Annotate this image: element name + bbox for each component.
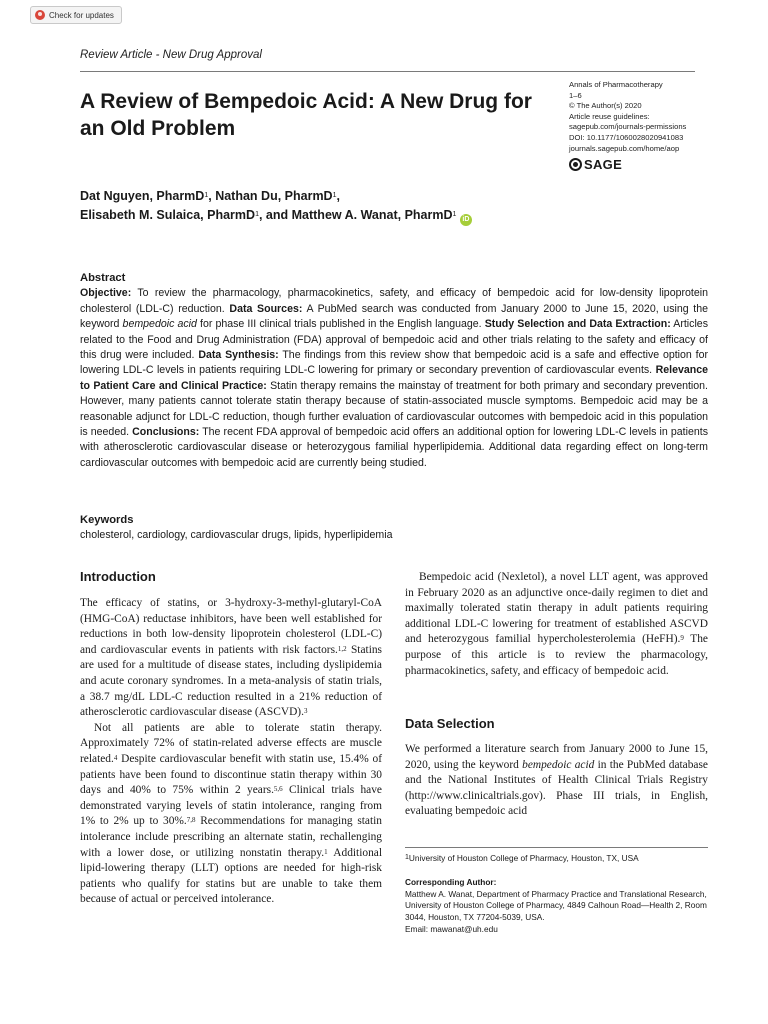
journal-name: Annals of Pharmacotherapy xyxy=(569,80,663,89)
paragraph-text: Statins are used for a multitude of disease states, including dyslipidemia and acute coronary syndromes. In a meta-analysis of statin trials, a 38.7 mg/dL LDL-C reduction resulted in a 21% reduction of atherosclerotic cardiovascular disease (ASCVD). xyxy=(80,643,382,719)
affiliation-text: University of Houston College of Pharmacy, Houston, TX, USA xyxy=(408,853,639,863)
relevance-label: Relevance to Patient Care and Clinical Practice: xyxy=(80,364,709,392)
selection-label: Study Selection and Data Extraction: xyxy=(484,318,671,331)
sources-keyword: bempedoic acid xyxy=(122,318,197,331)
citation: 3 xyxy=(303,707,308,716)
affiliation-footnote xyxy=(405,853,715,865)
citation: 9 xyxy=(680,634,684,643)
author-name: Dat Nguyen, PharmD xyxy=(80,189,205,203)
intro-paragraph-1 xyxy=(80,596,382,721)
relevance-text: Statin therapy remains the mainstay of treatment for both primary and secondary prevention. However, many patients cannot tolerate statin therapy because of statin-associated muscle symptoms. Bempedoic acid may be a reasonable adjunct for LDL-C reduction, though further evaluation of cardiovascular outcomes with bempedoic acid in this population is needed. xyxy=(80,379,708,439)
paragraph-text: in the PubMed database and the National Institutes of Health Clinical Trials Registry (http://www.clinicaltrials.gov). Phase III trials, in English, evaluating bempedoic acid xyxy=(405,758,708,818)
reuse-link[interactable]: sagepub.com/journals-permissions xyxy=(569,122,687,132)
affiliation-marker: 1 xyxy=(332,192,337,199)
corresponding-author-label: Corresponding Author: xyxy=(405,876,497,887)
reuse-label: Article reuse guidelines: xyxy=(569,111,650,121)
paragraph-text: The efficacy of statins, or 3-hydroxy-3-methyl-glutaryl-CoA (HMG-CoA) reductase inhibitors, have been well established for reductions in both low-density lipoprotein cholesterol (LDL-C) and cardiovascular events in patients with risk factors. xyxy=(80,597,382,656)
abstract xyxy=(80,271,708,471)
affiliation-marker: 1 xyxy=(452,211,457,218)
paragraph-text: We performed a literature search from January 2000 to June 15, 2020, using the keyword xyxy=(405,743,708,771)
footnote-divider xyxy=(405,847,708,848)
author-name: and Matthew A. Wanat, PharmD xyxy=(265,208,453,222)
update-icon xyxy=(35,10,45,20)
objective-text: To review the pharmacology, pharmacokinetics, safety, and efficacy of bempedoic acid for low-density lipoprotein cholesterol (LDL-C) reduction. xyxy=(80,287,708,315)
paragraph-text: Despite cardiovascular benefit with statin use, 15.4% of patients have been found to discontinue statin therapy within 30 days and 40% to 75% within 2 years. xyxy=(80,752,382,797)
keywords xyxy=(80,513,708,543)
paragraph-text: Additional lipid-lowering therapy (LLT) options are needed for high-risk patients who qualify for statins but are unable to take them because of actual or perceived intolerance. xyxy=(80,846,382,906)
article-type-label: Review Article - New Drug Approval xyxy=(80,49,262,61)
sources-text-cont: for phase III clinical trials published in the English language. xyxy=(200,318,482,331)
sources-text: A PubMed search was conducted from January 2000 to June 15, 2020, using the keyword xyxy=(80,302,709,331)
corresponding-author-text: Matthew A. Wanat, Department of Pharmacy Practice and Translational Research, University of Houston College of Pharmacy, 4849 Calhoun Road—Health 2, Room 3044, Houston, TX 77204-5039, USA. xyxy=(405,888,707,923)
introduction-right-column xyxy=(405,570,708,679)
paragraph-text: Recommendations for managing statin intolerance include prescribing an alternate statin, rechallenging with a lower dose, or utilizing nonstatin therapy. xyxy=(80,815,382,859)
corresponding-email[interactable]: Email: mawanat@uh.edu xyxy=(405,923,498,934)
journal-homepage-link[interactable]: journals.sagepub.com/home/aop xyxy=(569,143,680,153)
orcid-icon[interactable]: iD xyxy=(460,214,472,226)
keywords-list: cholesterol, cardiology, cardiovascular drugs, lipids, hyperlipidemia xyxy=(80,529,393,541)
check-for-updates-badge[interactable] xyxy=(30,6,122,24)
synthesis-label: Data Synthesis: xyxy=(198,349,279,362)
citation: 1 xyxy=(324,847,328,856)
citation: 5,6 xyxy=(273,785,283,794)
data-selection-body xyxy=(405,742,708,820)
data-selection-paragraph xyxy=(405,742,708,820)
paragraph-text: Bempedoic acid (Nexletol), a novel LLT agent, was approved in February 2020 as an adjunctive once-daily regimen to diet and maximally tolerated statin therapy in adult patients requiring additional LDL-C lowering for treatment of established ASCVD and heterozygous familial hypercholesterolemia (HeFH). xyxy=(405,571,708,646)
selection-text: Articles related to the Food and Drug Administration (FDA) approval of bempedoic acid and other trials relating to the safety and efficacy of this drug were included. xyxy=(80,318,708,362)
paragraph-text: Clinical trials have demonstrated varying levels of statin intolerance, ranging from 1% to 2% up to 30%. xyxy=(80,784,382,828)
copyright: © The Author(s) 2020 xyxy=(569,101,642,111)
objective-label: Objective: xyxy=(80,287,132,300)
data-selection-heading: Data Selection xyxy=(405,716,495,731)
page-range: 1–6 xyxy=(569,90,582,100)
keyword-italic: bempedoic acid xyxy=(522,758,595,771)
author-name: Elisabeth M. Sulaica, PharmD xyxy=(80,208,256,222)
intro-paragraph-3 xyxy=(405,570,708,679)
citation: 4 xyxy=(113,753,118,762)
introduction-left-column xyxy=(80,596,382,908)
introduction-heading: Introduction xyxy=(80,569,156,584)
paragraph-text: Not all patients are able to tolerate statin therapy. Approximately 72% of statin-related adverse effects are muscle related. xyxy=(80,721,382,765)
paragraph-text: The purpose of this article is to review the pharmacology, pharmacokinetics, safety, and efficacy of bempedoic acid. xyxy=(405,633,708,677)
header-divider xyxy=(80,71,695,72)
footnotes xyxy=(405,853,715,936)
journal-meta xyxy=(569,80,734,154)
conclusions-text: The recent FDA approval of bempedoic acid offers an additional option for lowering LDL-C levels in patients with atherosclerotic cardiovascular disease or heterozygous familial hyperlipidemia. Additional data regarding effect on long-term cardiovascular outcomes with bempedoic acid are currently being studied. xyxy=(80,426,708,469)
publisher-name: SAGE xyxy=(584,157,623,172)
conclusions-label: Conclusions: xyxy=(132,426,200,439)
affiliation-marker: 1 xyxy=(255,211,259,218)
check-for-updates-label: Check for updates xyxy=(49,10,114,20)
sage-logo xyxy=(569,157,622,172)
abstract-heading: Abstract xyxy=(80,272,126,284)
sage-logo-icon xyxy=(569,158,582,171)
affiliation-marker: 1 xyxy=(204,192,209,199)
article-title: A Review of Bempedoic Acid: A New Drug for an Old Problem xyxy=(80,90,532,140)
synthesis-text: The findings from this review show that bempedoic acid is a safe and effective option for lowering LDL-C levels in patients requiring LDL-C lowering for primary or secondary prevention of cardiovascular events. xyxy=(80,349,709,377)
doi[interactable]: DOI: 10.1177/1060028020941083 xyxy=(569,132,684,142)
citation: 1,2 xyxy=(337,644,347,653)
intro-paragraph-2 xyxy=(80,721,382,908)
citation: 7,8 xyxy=(186,816,196,825)
affiliation-marker: 1 xyxy=(405,854,409,861)
sources-label: Data Sources: xyxy=(229,302,303,315)
keywords-heading: Keywords xyxy=(80,514,134,526)
author-name: Nathan Du, PharmD xyxy=(215,189,333,203)
author-list: Dat Nguyen, PharmD$^1$, Nathan Du, PharmD$^1$, Elisabeth M. Sulaica, PharmD$^1$, and Matthew A. Wanat, PharmD$^1$ iD xyxy=(80,187,680,226)
